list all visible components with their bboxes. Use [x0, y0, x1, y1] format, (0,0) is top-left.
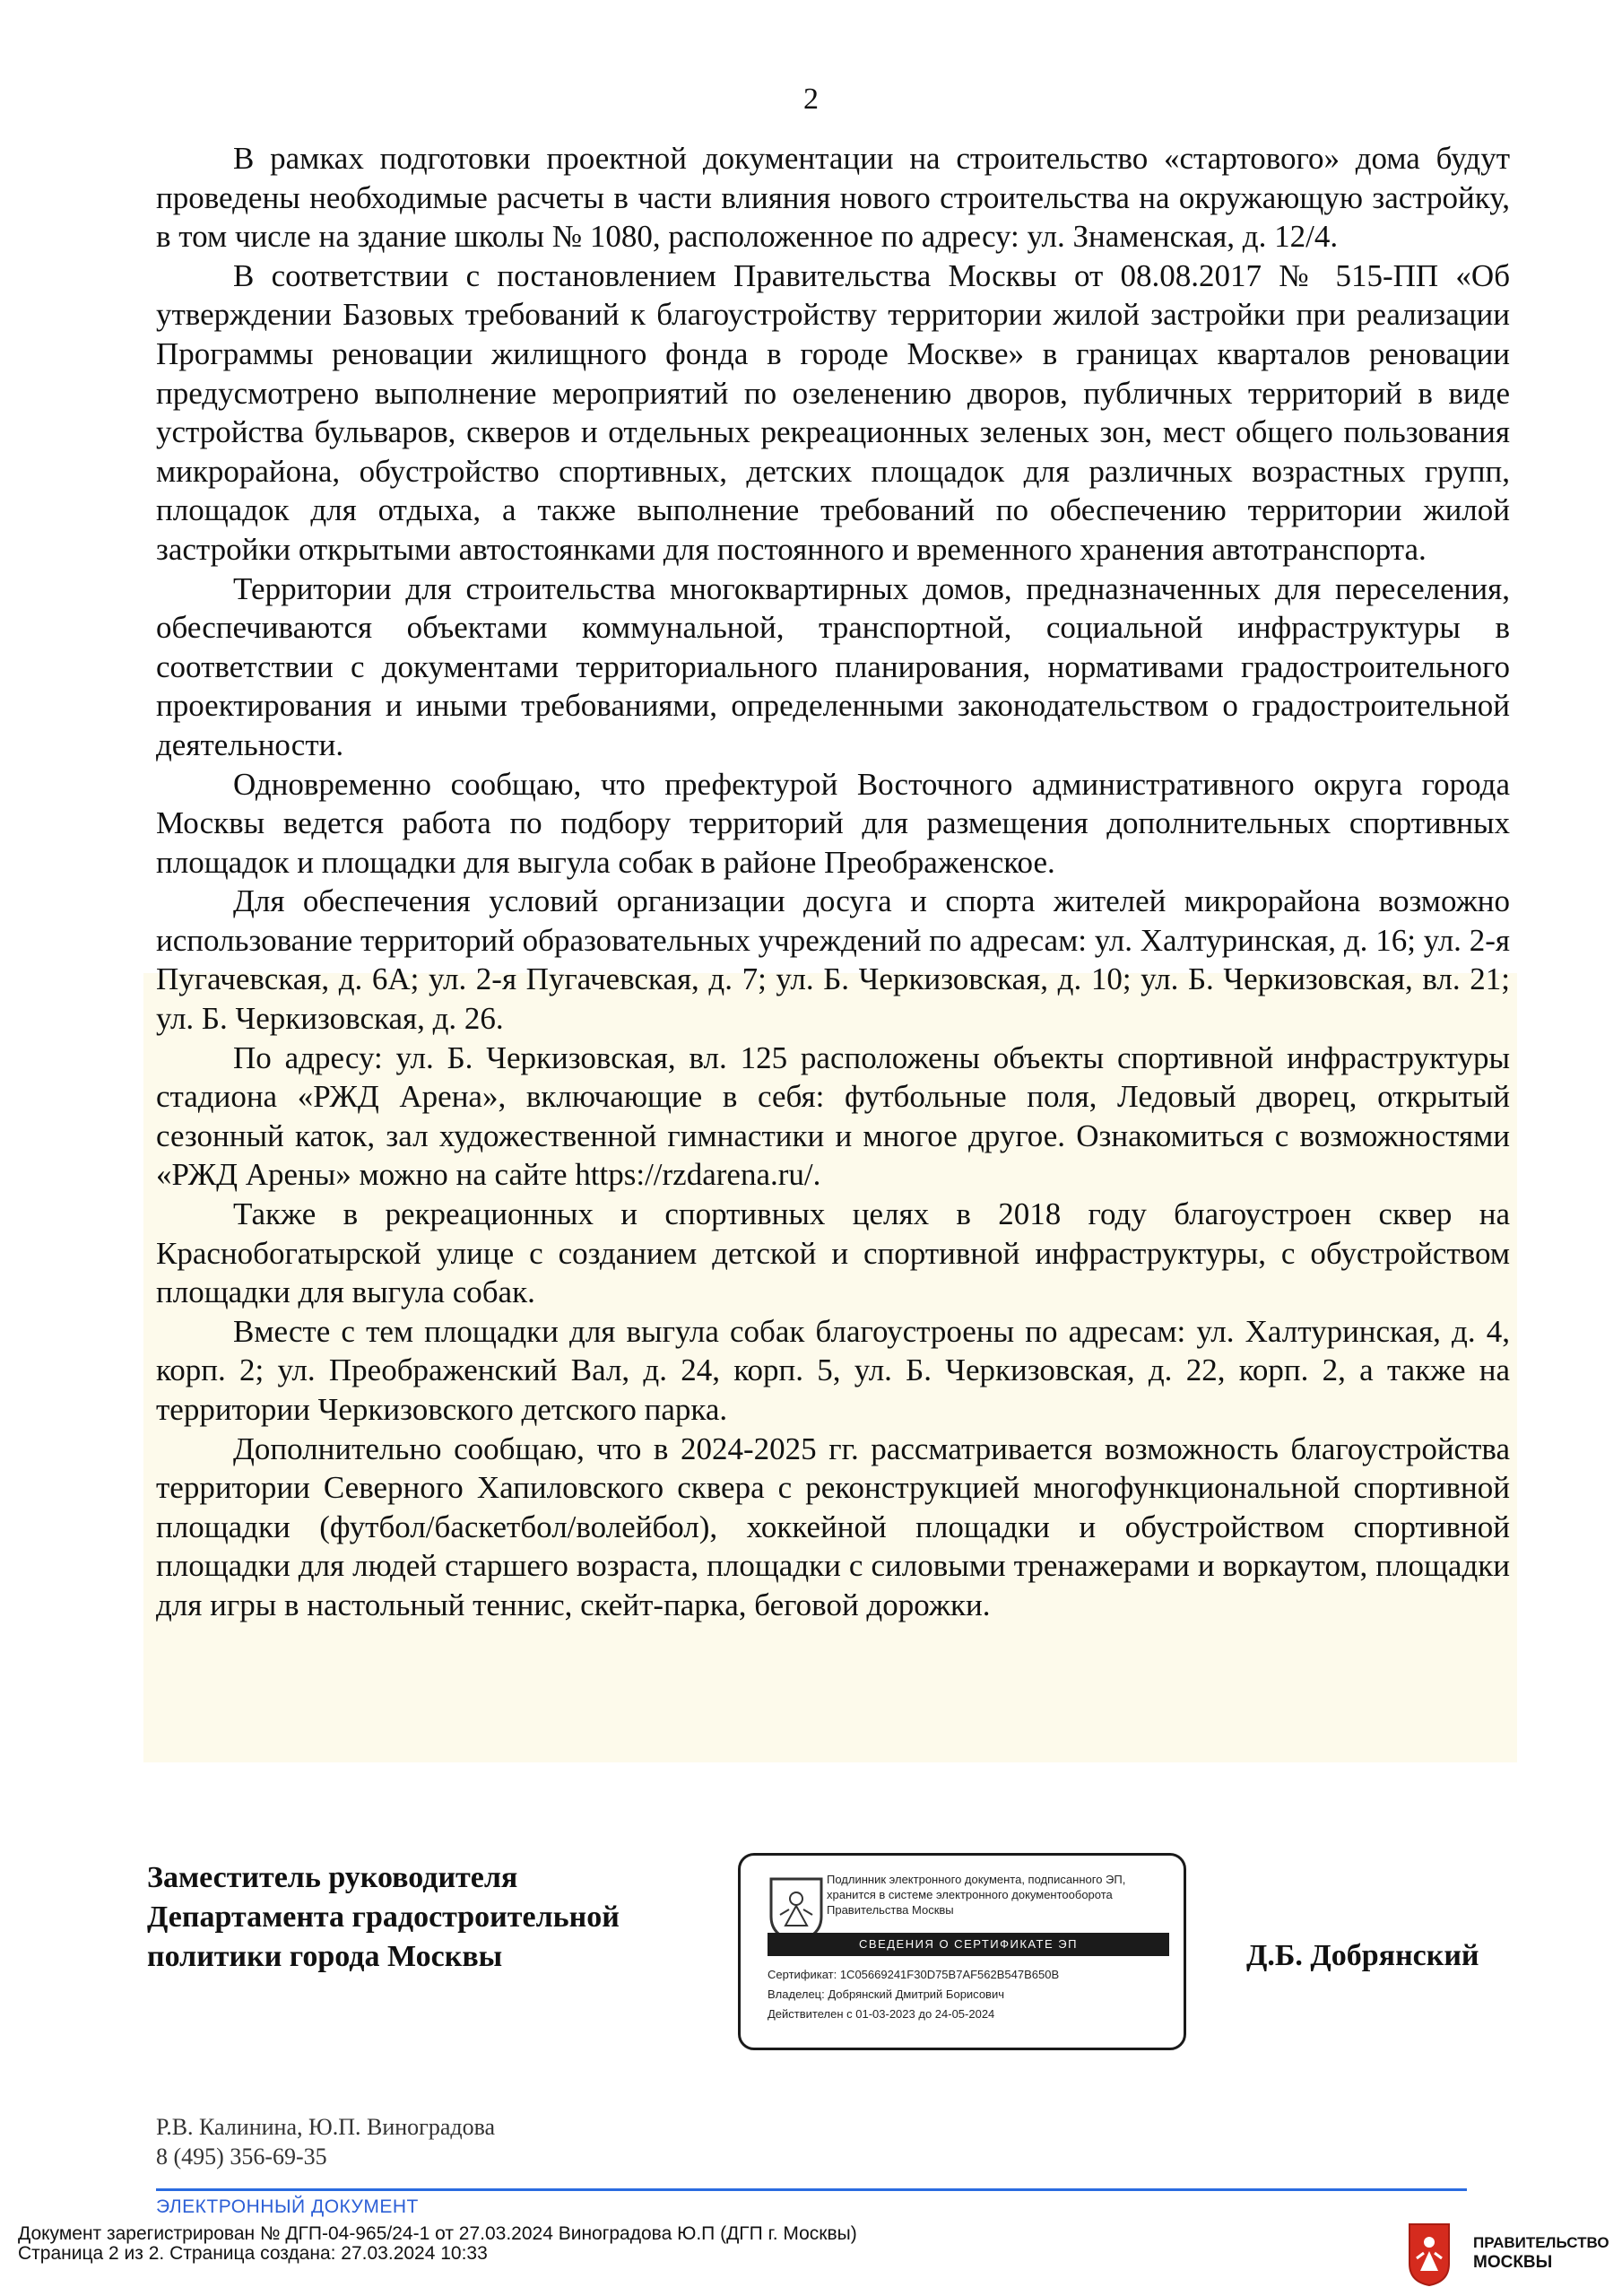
paragraph: Одновременно сообщаю, что префектурой Восточного административного округа города Москвы ведется работа по подбору территорий для размещения дополнительных спортивных площадок и площадки для выгула собак в районе Преображенское.	[156, 766, 1510, 880]
paragraph-highlighted: По адресу: ул. Б. Черкизовская, вл. 125 расположены объекты спортивной инфраструктуры стадиона «РЖД Арена», включающие в себя: футбольные поля, Ледовый дворец, открытый сезонный каток, зал художественной гимнастики и многое другое. Ознакомиться с возможностями «РЖД Арены» можно на сайте https://rzdarena.ru/.	[156, 1039, 1510, 1193]
letter-body	[156, 139, 1510, 1625]
signer-position	[147, 1858, 620, 1977]
gov-label-line: ПРАВИТЕЛЬСТВО	[1473, 2234, 1609, 2251]
paragraph-highlighted: Для обеспечения условий организации досуга и спорта жителей микрорайона возможно использование территорий образовательных учреждений по адресам: ул. Халтуринская, д. 16; ул. 2-я Пугачевская, д. 6А; ул. 2-я Пугачевская, д. 7; ул. Б. Черкизовская, д. 10; ул. Б. Черкизовская, вл. 21; ул. Б. Черкизовская, д. 26.	[156, 883, 1510, 1037]
gov-label-line: МОСКВЫ	[1473, 2253, 1553, 2272]
stamp-certificate-info	[768, 1965, 1059, 2024]
paragraph-highlighted: Также в рекреационных и спортивных целях в 2018 году благоустроен сквер на Краснобогатырской улице с созданием детской и спортивной инфраструктуры, с обустройством площадки для выгула собак.	[156, 1196, 1510, 1310]
signer-position-line: политики города Москвы	[147, 1940, 503, 1973]
moscow-government-label	[1473, 2233, 1609, 2273]
stamp-owner: Владелец: Добрянский Дмитрий Борисович	[768, 1987, 1004, 2001]
electronic-document-label: ЭЛЕКТРОННЫЙ ДОКУМЕНТ	[156, 2196, 419, 2217]
footer-divider	[156, 2188, 1467, 2191]
stamp-validity: Действителен с 01-03-2023 до 24-05-2024	[768, 2007, 995, 2021]
paragraph: В соответствии с постановлением Правительства Москвы от 08.08.2017 № 515-ПП «Об утверждении Базовых требований к благоустройству территории жилой застройки при реализации Программы реновации жилищного фонда в городе Москве» в границах кварталов реновации предусмотрено выполнение мероприятий по озеленению дворов, публичных территорий в виде устройства бульваров, скверов и отдельных рекреационных зеленых зон, мест общего пользования микрорайона, обустройство спортивных, детских площадок для различных возрастных групп, площадок для отдыха, а также выполнение требований по обеспечению территории жилой застройки открытыми автостоянками для постоянного и временного хранения автотранспорта.	[156, 257, 1510, 567]
executor-phone: 8 (495) 356-69-35	[156, 2144, 327, 2170]
registration-footer	[18, 2224, 857, 2264]
page-number: 2	[803, 83, 819, 116]
stamp-header-line: хранится в системе электронного документооборота	[827, 1888, 1113, 1901]
stamp-certificate-number: Сертификат: 1C05669241F30D75B7AF562B547B650B	[768, 1968, 1060, 1981]
moscow-government-logo-icon	[1408, 2222, 1451, 2287]
paragraph: Территории для строительства многоквартирных домов, предназначенных для переселения, обеспечиваются объектами коммунальной, транспортной, социальной инфраструктуры в соответствии с документами территориального планирования, нормативами градостроительного проектирования и иными требованиями, определенными законодательством о градостроительной деятельности.	[156, 570, 1510, 762]
stamp-header-line: Правительства Москвы	[827, 1903, 954, 1917]
signer-position-line: Заместитель руководителя	[147, 1861, 518, 1894]
page-info-line: Страница 2 из 2. Страница создана: 27.03.2024 10:33	[18, 2243, 488, 2264]
executor-info	[156, 2112, 495, 2171]
electronic-signature-stamp	[738, 1853, 1186, 2050]
signer-name: Д.Б. Добрянский	[1246, 1939, 1479, 1972]
stamp-header	[827, 1872, 1172, 1918]
signer-position-line: Департамента градостроительной	[147, 1900, 620, 1934]
stamp-certificate-bar: СВЕДЕНИЯ О СЕРТИФИКАТЕ ЭП	[768, 1933, 1169, 1956]
paragraph-highlighted: Вместе с тем площадки для выгула собак благоустроены по адресам: ул. Халтуринская, д. 4, корп. 2; ул. Преображенский Вал, д. 24, корп. 5, ул. Б. Черкизовская, д. 22, корп. 2, а также на территории Черкизовского детского парка.	[156, 1313, 1510, 1427]
executor-names: Р.В. Калинина, Ю.П. Виноградова	[156, 2114, 496, 2140]
paragraph: В рамках подготовки проектной документации на строительство «стартового» дома будут проведены необходимые расчеты в части влияния нового строительства на окружающую застройку, в том числе на здание школы № 1080, расположенное по адресу: ул. Знаменская, д. 12/4.	[156, 141, 1510, 255]
stamp-header-line: Подлинник электронного документа, подписанного ЭП,	[827, 1873, 1126, 1886]
paragraph-highlighted: Дополнительно сообщаю, что в 2024-2025 гг. рассматривается возможность благоустройства территории Северного Хапиловского сквера с реконструкцией многофункциональной спортивной площадки (футбол/баскетбол/волейбол), хоккейной площадки и обустройством спортивной площадки для людей старшего возраста, площадки с силовыми тренажерами и воркаутом, площадки для игры в настольный теннис, скейт-парка, беговой дорожки.	[156, 1431, 1510, 1622]
registration-line: Документ зарегистрирован № ДГП-04-965/24-1 от 27.03.2024 Виноградова Ю.П (ДГП г. Москвы)	[18, 2223, 857, 2244]
